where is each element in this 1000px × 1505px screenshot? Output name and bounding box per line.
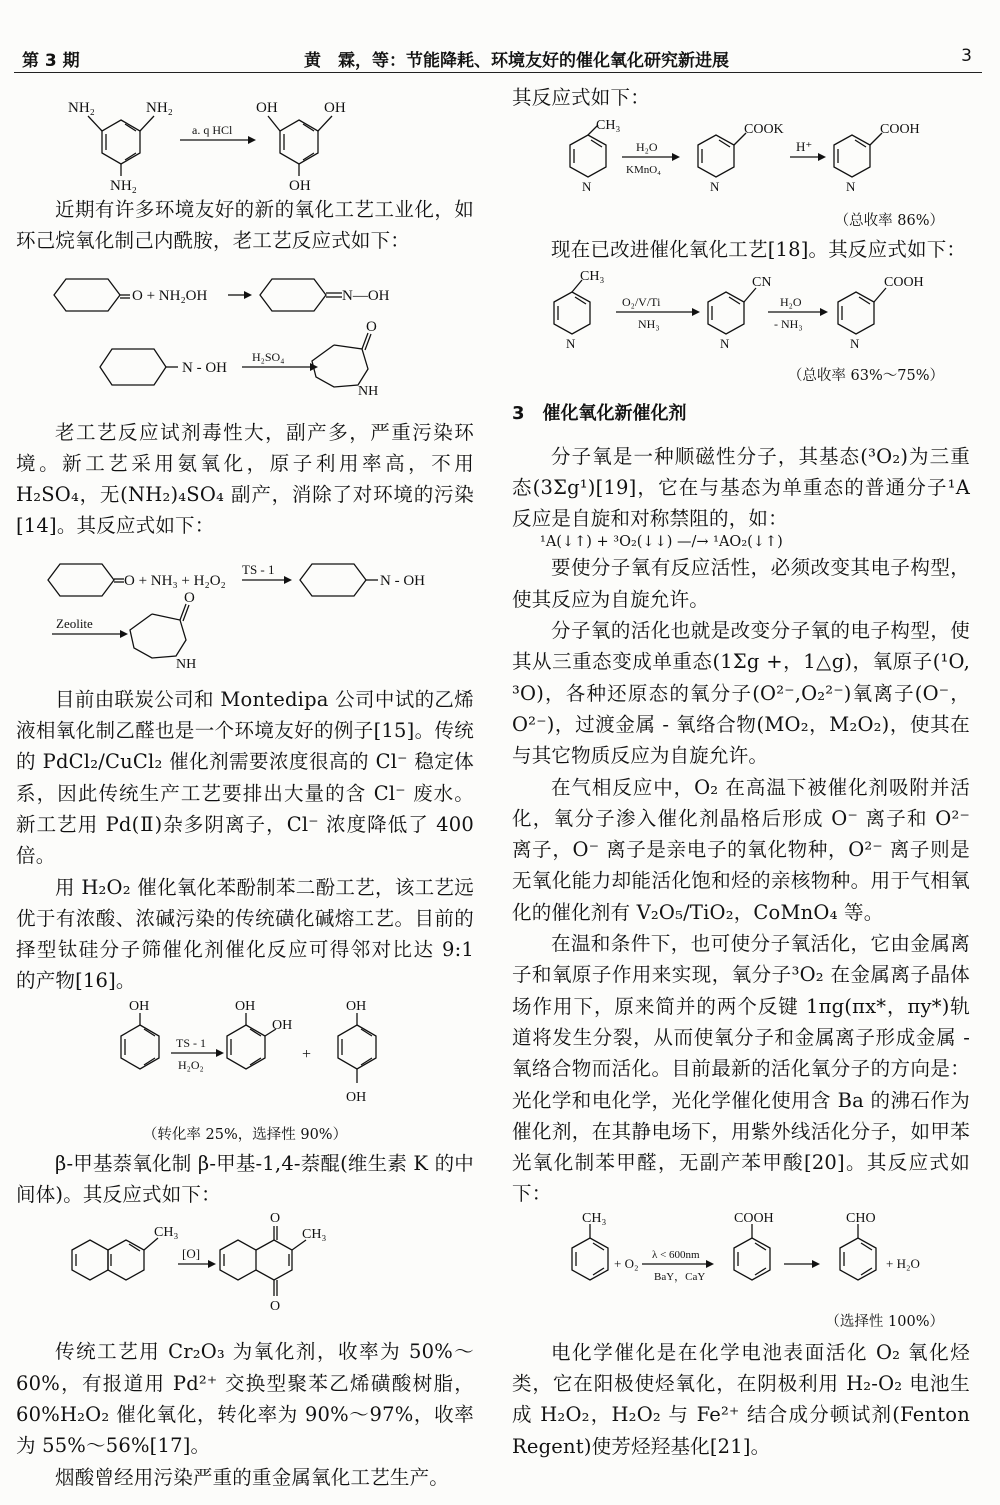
scheme6-n2: N (710, 179, 720, 195)
scheme5-o2: O (270, 1299, 281, 1315)
paragraph-naphthoquinone: β-甲基萘氧化制 β-甲基-1,4-萘醌(维生素 K 的中间体)。其反应式如下： (16, 1151, 474, 1207)
scheme-new-process-svg (16, 542, 474, 672)
scheme4-reagent-top: TS - 1 (176, 1035, 206, 1050)
scheme4-oh2: OH (235, 998, 256, 1014)
scheme4-oh4: OH (346, 998, 367, 1014)
scheme1-sub1: NH₂ (68, 100, 95, 116)
scheme-toluene-svg (512, 1210, 970, 1308)
scheme8-r-top: λ < 600nm (652, 1248, 700, 1261)
scheme5-o1: O (270, 1211, 281, 1227)
page-number: 3 (961, 46, 972, 66)
scheme-phenol-hydroxylation (16, 997, 474, 1121)
scheme7-r1-top: O₂/V/Ti (622, 294, 661, 309)
scheme1-prod1: OH (256, 100, 278, 116)
scheme7-r1-bottom: NH₃ (638, 316, 660, 331)
scheme8-o2: + O₂ (614, 1255, 639, 1271)
paragraph-acetaldehyde: 目前由联炭公司和 Montedipa 公司中试的乙烯液相氧化制乙醛也是一个环境友好的例子[15]。传统的 PdCl₂/CuCl₂ 催化剂需要浓度很高的 Cl⁻ 稳定体系，因此传统生产工艺要排出大量的含 Cl⁻ 废水。新工艺用 Pd(Ⅱ)杂多阴离子，Cl⁻ 浓度降低了 400 倍。 (16, 687, 474, 868)
scheme-kmno4-svg (512, 113, 970, 207)
scheme-new-process (16, 542, 474, 672)
scheme3-reagent2: Zeolite (56, 615, 93, 631)
spin-equation: ¹A(↓↑) + ³O₂(↓↓) —/→ ¹AO₂(↓↑) (540, 534, 783, 551)
scheme7-cooh: COOH (884, 274, 924, 290)
scheme6-cook: COOK (744, 122, 784, 138)
scheme7-cn: CN (752, 274, 772, 290)
scheme6-n3: N (846, 179, 856, 195)
scheme8-caption: （选择性 100%） (825, 1313, 944, 1330)
scheme3-r1: O + NH₃ + H₂O₂ (124, 572, 226, 589)
paragraph-cyclohexanone: 近期有许多环境友好的新的氧化工艺工业化，如环己烷氧化制己内酰胺，老工艺反应式如下： (16, 198, 474, 253)
paragraph-mild-conditions: 在温和条件下，也可使分子氧活化，它由金属离子和氧原子作用来实现，氧分子³O₂ 在金属离子晶体场作用下，原来简并的两个反键 1πg(πx*，πy*)轨道将发生分裂，从而使氧分子和金属离子形成金属 - 氧络合物而活化。目前最新的活化氧分子的方向是：光化学和电化学，光化学催化使用含 Ba 的沸石作为催化剂，在其静电场下，用紫外线活化分子，如甲苯光氧化制苯甲醛，无副产苯甲酸[20]。其反应式如下： (512, 932, 970, 1206)
scheme3-reagent1: TS - 1 (242, 561, 275, 577)
scheme2-nh: NH (358, 383, 379, 399)
scheme1-prod3: OH (289, 178, 311, 194)
scheme5-ch3a: CH₃ (154, 1225, 179, 1241)
scheme1-prod2: OH (324, 100, 346, 116)
scheme8-cooh: COOH (734, 1210, 774, 1226)
paragraph-hydroquinone: 用 H₂O₂ 催化氧化苯酚制苯二酚工艺，该工艺远优于有浓酸、浓碱污染的传统磺化碱熔工艺。目前的择型钛硅分子筛催化剂催化反应可得邻对比达 9:1 的产物[16]。 (16, 875, 474, 993)
scheme2-p1: N—OH (342, 287, 390, 304)
scheme4-oh5: OH (346, 1089, 367, 1105)
scheme-old-process-svg (16, 257, 474, 399)
scheme6-hplus: H⁺ (796, 139, 813, 155)
scheme7-n1: N (566, 335, 576, 351)
scheme6-r-top: H₂O (636, 140, 658, 155)
paragraph-activation: 分子氧的活化也就是改变分子氧的电子构型，使其从三重态变成单重态(1Σg +，1△g)，氧原子(¹O, ³O)，各种还原态的氧分子(O²⁻,O₂²⁻)氧离子(O⁻，O²⁻)，过渡金属 - 氧络合物(MO₂，M₂O₂)，使其在与其它物质反应为自旋允许。 (512, 619, 970, 768)
paragraph-ammoximation: 老工艺反应试剂毒性大，副产多，严重污染环境。新工艺采用氨氧化，原子利用率高，不用 H₂SO₄，无(NH₂)₄SO₄ 副产，消除了对环境的污染[14]。其反应式如下： (16, 420, 474, 538)
scheme3-p1: N - OH (380, 572, 425, 589)
scheme5-reagent: [O] (182, 1246, 201, 1262)
scheme-kmno4 (512, 113, 970, 207)
scheme4-reagent-bottom: H₂O₂ (178, 1057, 204, 1072)
scheme7-caption: （总收率 63%～75%） (787, 367, 944, 384)
issue-number: 第 3 期 (22, 51, 80, 71)
paragraph-electron-configuration: 要使分子氧有反应活性，必须改变其电子构型，使其反应为自旋允许。 (512, 556, 970, 611)
scheme-ammoxidation (512, 266, 970, 362)
scheme4-oh1: OH (129, 998, 150, 1014)
scheme8-cho: CHO (846, 1210, 876, 1226)
scheme2-r2: N - OH (182, 359, 227, 376)
scheme2-reagent: H₂SO₄ (252, 349, 285, 364)
scheme1-reagent: a. q HCl (192, 123, 233, 137)
left-column (16, 82, 474, 1493)
scheme4-oh3: OH (272, 1017, 293, 1033)
scheme3-carbonyl: O (184, 589, 195, 606)
scheme3-nh: NH (176, 656, 197, 672)
right-column (512, 82, 970, 1462)
scheme1-sub3: NH₂ (110, 178, 137, 194)
paragraph-gas-phase: 在气相反应中，O₂ 在高温下被催化剂吸附并活化，氧分子渗入催化剂晶格后形成 O⁻ 离子和 O²⁻ 离子，O⁻ 离子是亲电子的氧化物种，O²⁻ 离子则是无氧化能力却能活化饱和烃的亲核物种。用于气相氧化的催化剂有 V₂O₅/TiO₂，CoMnO₄ 等。 (512, 775, 970, 924)
running-title: 黄 霖，等：节能降耗、环境友好的催化氧化研究新进展 (304, 51, 729, 71)
paragraph-electrochemical: 电化学催化是在化学电池表面活化 O₂ 氧化烃类，它在阳极使烃氧化，在阴极利用 H₂-O₂ 电池生成 H₂O₂，H₂O₂ 与 Fe²⁺ 结合成分顿试剂(Fenton Regent)使芳烃羟基化[21]。 (512, 1340, 970, 1458)
scheme6-cooh: COOH (880, 122, 920, 138)
scheme7-n3: N (850, 335, 860, 351)
scheme7-r2-top: H₂O (780, 294, 802, 309)
scheme5-ch3b: CH₃ (302, 1227, 327, 1243)
paragraph-improved-process: 现在已改进催化氧化工艺[18]。其反应式如下： (551, 238, 967, 262)
scheme6-ch3: CH₃ (596, 118, 621, 134)
scheme-triaminobenzene (16, 82, 474, 194)
scheme7-r2-bottom: - NH₃ (774, 316, 803, 331)
section-heading: 3 催化氧化新催化剂 (512, 402, 687, 424)
paragraph-cr2o3: 传统工艺用 Cr₂O₃ 为氧化剂，收率为 50%～60%，有报道用 Pd²⁺ 交换型聚苯乙烯磺酸树脂，60%H₂O₂ 催化氧化，转化率为 90%～97%，收率为 55%～56%[17]。 (16, 1340, 474, 1458)
scheme6-n1: N (582, 179, 592, 195)
scheme-phenol-svg (16, 997, 474, 1121)
scheme-naphthalene-oxidation (16, 1210, 474, 1330)
scheme8-r-bottom: BaY，CaY (654, 1270, 706, 1283)
scheme6-r-bottom: KMnO₄ (626, 164, 662, 177)
scheme2-r1: O + NH₂OH (132, 287, 208, 304)
paragraph-nicotinic: 烟酸曾经用污染严重的重金属氧化工艺生产。 (55, 1465, 450, 1489)
scheme1-sub2: NH₂ (146, 100, 173, 116)
scheme-naphthalene-svg (16, 1210, 474, 1330)
paragraph-reaction-intro: 其反应式如下： (512, 86, 650, 109)
scheme-old-process (16, 257, 474, 399)
scheme-triaminobenzene-svg (16, 82, 474, 194)
scheme-toluene-photooxidation (512, 1210, 970, 1308)
scheme4-plus: + (302, 1045, 312, 1063)
scheme8-h2o: + H₂O (886, 1255, 920, 1271)
scheme7-ch3: CH₃ (580, 268, 605, 284)
scheme6-caption: （总收率 86%） (834, 213, 944, 230)
scheme4-caption: （转化率 25%，选择性 90%） (142, 1126, 348, 1143)
scheme-ammoxidation-svg (512, 266, 970, 362)
scheme8-ch3: CH₃ (582, 1210, 607, 1226)
scheme7-n2: N (720, 335, 730, 351)
running-header (14, 42, 982, 73)
scheme2-carbonyl: O (366, 318, 377, 335)
paragraph-paramagnetic: 分子氧是一种顺磁性分子，其基态(³O₂)为三重态(3Σg¹)[19]，它在与基态为单重态的普通分子¹A 反应是自旋和对称禁阻的，如： (512, 444, 970, 531)
